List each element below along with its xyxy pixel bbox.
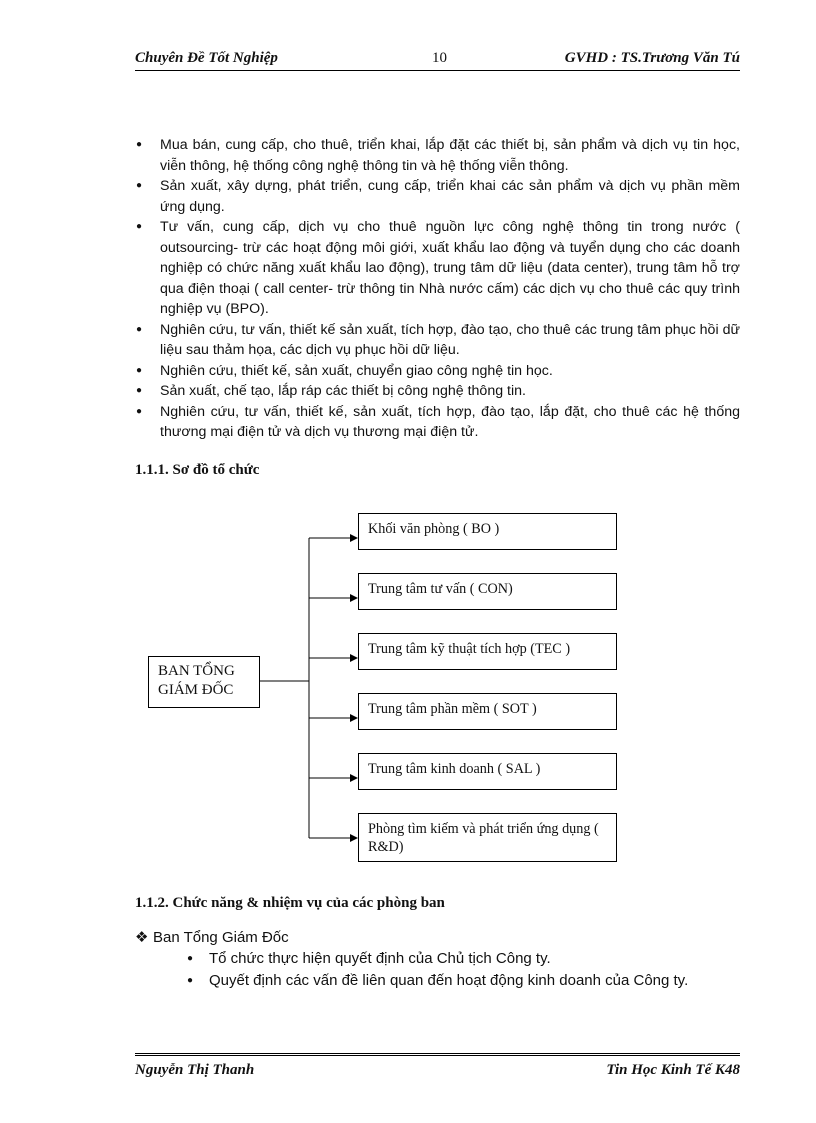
org-unit-integration: Trung tâm kỹ thuật tích hợp (TEC )	[358, 633, 617, 670]
list-item: ● Nghiên cứu, tư vấn, thiết kế sản xuất, tích hợp, đào tạo, cho thuê các trung tâm phục hồi dữ liệu sau thảm họa, các dịch vụ phục hồi dữ liệu.	[135, 320, 740, 361]
footer-class: Tin Học Kinh Tế K48	[606, 1062, 740, 1078]
list-item: ● Sản xuất, xây dựng, phát triển, cung cấp, triển khai các sản phẩm và dịch vụ phần mềm ứng dụng.	[135, 176, 740, 217]
list-item: ● Nghiên cứu, thiết kế, sản xuất, chuyển giao công nghệ tin học.	[135, 361, 740, 382]
page-number: 10	[432, 50, 447, 66]
list-item: ● Tư vấn, cung cấp, dịch vụ cho thuê nguồn lực công nghệ thông tin trong nước ( outsourcing- trừ các hoạt động môi giới, xuất khẩu lao động và tuyển dụng cho các doanh nghiệp có chức năng xuất khẩu lao động), trung tâm dữ liệu (data center), trung tâm hỗ trợ qua điện thoại ( call center- trừ thông tin Nhà nước cấm) các dịch vụ cho thuê các quy trình nghiệp vụ (BPO).	[135, 217, 740, 320]
section-heading-org-chart: 1.1.1. Sơ đồ tổ chức	[135, 462, 260, 478]
org-unit-software: Trung tâm phần mềm ( SOT )	[358, 693, 617, 730]
header-advisor: GVHD : TS.Trương Văn Tú	[564, 50, 740, 66]
board-duties-list	[185, 948, 688, 992]
subheading-board	[135, 928, 289, 946]
section-heading-functions: 1.1.2. Chức năng & nhiệm vụ của các phòng ban	[135, 895, 445, 911]
org-unit-sales: Trung tâm kinh doanh ( SAL )	[358, 753, 617, 790]
org-unit-rnd: Phòng tìm kiếm và phát triển ứng dụng ( R&D)	[358, 813, 617, 862]
diamond-bullet-icon: ❖	[135, 929, 149, 946]
list-item: ● Quyết định các vấn đề liên quan đến hoạt động kinh doanh của Công ty.	[185, 970, 688, 992]
footer-author: Nguyễn Thị Thanh	[135, 1062, 255, 1078]
list-item: ● Mua bán, cung cấp, cho thuê, triển khai, lắp đặt các thiết bị, sản phẩm và dịch vụ tin học, viễn thông, hệ thống công nghệ thông tin và hệ thống viễn thông.	[135, 135, 740, 176]
header-title: Chuyên Đề Tốt Nghiệp	[135, 50, 278, 66]
org-unit-consulting: Trung tâm tư vấn ( CON)	[358, 573, 617, 610]
org-unit-back-office: Khối văn phòng ( BO )	[358, 513, 617, 550]
org-root-board-of-directors: BAN TỔNG GIÁM ĐỐC	[148, 656, 260, 708]
page-footer	[135, 1053, 740, 1086]
list-item: ● Sản xuất, chế tạo, lắp ráp các thiết bị công nghệ thông tin.	[135, 381, 740, 402]
list-item: ● Nghiên cứu, tư vấn, thiết kế, sản xuất, tích hợp, đào tạo, lắp đặt, cho thuê các hệ thống thương mại điện tử và dịch vụ thương mại điện tử.	[135, 402, 740, 443]
list-item: ● Tổ chức thực hiện quyết định của Chủ tịch Công ty.	[185, 948, 688, 970]
subheading-text: Ban Tổng Giám Đốc	[153, 929, 289, 946]
